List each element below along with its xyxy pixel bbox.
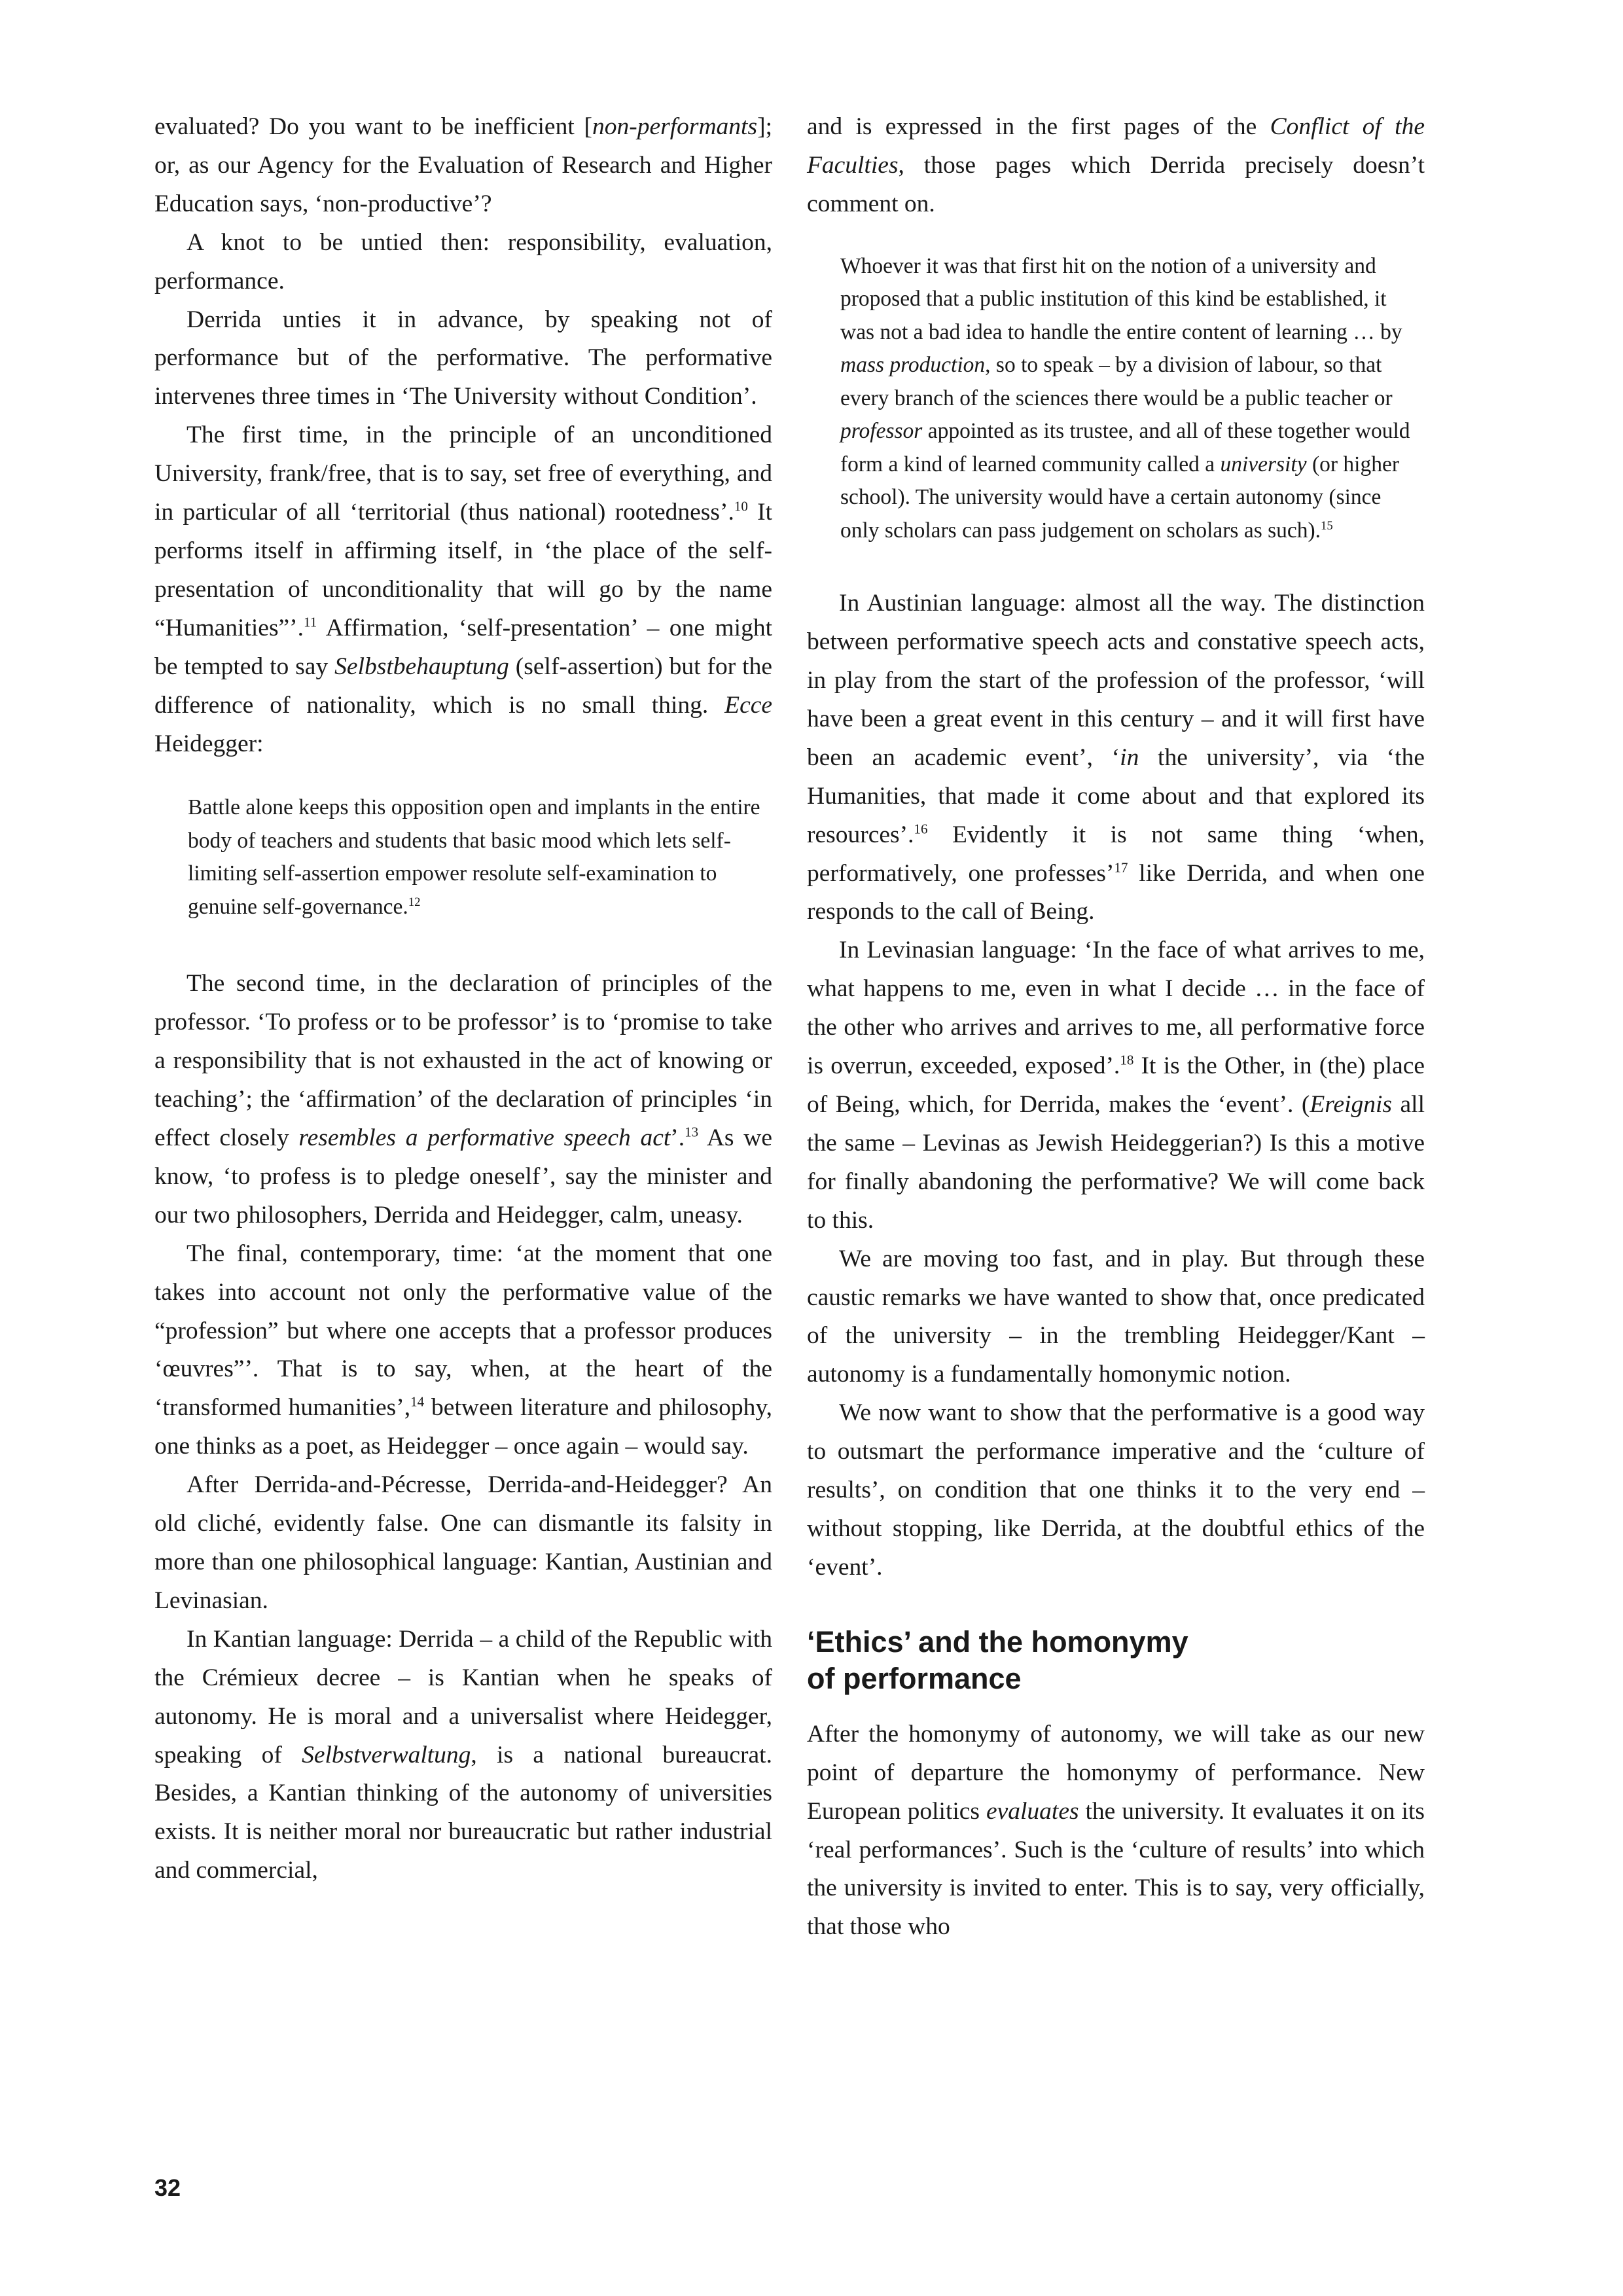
block-quote: Whoever it was that first hit on the notion of a university and proposed that a public institution of this kind be established, it was not a bad idea to handle the entire content of learning … by mass production, so to speak – by a division of labour, so that every branch of the sciences there would be a public teacher or professor appointed as its trustee, and all of these together would form a kind of learned community called a university (or higher school). The university would have a certain autonomy (since only scholars can pass judgement on scholars as such).$^{15}$ — [840, 253, 1410, 543]
left-column — [154, 108, 772, 1890]
right-column — [807, 108, 1425, 1946]
footnote-ref: 16 — [914, 821, 928, 837]
paragraph: A knot to be untied then: responsibility, evaluation, performance. — [154, 228, 772, 295]
paragraph: We now want to show that the performative is a good way to outsmart the performance imperative and the ‘culture of results’, on condition that one thinks it to the very end – without stopping, like Derrida, at the doubtful ethics of the ‘event’. — [807, 1399, 1425, 1581]
footnote-ref: 14 — [410, 1393, 425, 1410]
paragraph: In Levinasian language: ‘In the face of what arrives to me, what happens to me, even in what I decide … in the face of the other who arrives and arrives to me, all performative force is overrun, exceeded, exposed’.$^{18}$ It is the Other, in (the) place of Being, which, for Derrida, makes the ‘event’. (Ereignis all the same – Levinas as Jewish Heideggerian?) Is this a motive for finally abandoning the performative? We will come back to this. — [807, 937, 1425, 1234]
paragraph: The first time, in the principle of an unconditioned University, frank/free, that is to say, set free of everything, and in particular of all ‘territorial (thus national) rootedness’.$^{10}$ It performs itself in affirming itself, in ‘the place of the self-presentation of unconditionality that will go by the name “Humanities”’.$^{11}$ Affirmation, ‘self-presentation’ – one might be tempted to say Selbstbehauptung (self-assertion) but for the difference of nationality, which is no small thing. Ecce Heidegger: — [154, 422, 772, 757]
paragraph: After the homonymy of autonomy, we will take as our new point of departure the homonymy of performance. New European politics evaluates the university. It evaluates it on its ‘real performances’. Such is the ‘culture of results’ into which the university is invited to enter. This is to say, very officially, that those who — [807, 1720, 1425, 1941]
footnote-ref: 18 — [1120, 1052, 1134, 1068]
footnote-ref: 12 — [408, 895, 421, 909]
paragraph: Derrida unties it in advance, by speaking not of performance but of the performative. The performative intervenes three times in ‘The University without Condition’. — [154, 306, 772, 410]
footnote-ref: 13 — [685, 1124, 699, 1140]
section-heading: ‘Ethics’ and the homonymy of performance — [807, 1624, 1188, 1695]
paragraph: The final, contemporary, time: ‘at the moment that one takes into account not only the performative value of the “profession” but where one accepts that a professor produces ‘œuvres”’. That is to say, when, at the heart of the ‘transformed humanities’,$^{14}$ between literature and philosophy, one thinks as a poet, as Heidegger – once again – would say. — [154, 1240, 773, 1460]
paragraph: The second time, in the declaration of principles of the professor. ‘To profess or to be professor’ is to ‘promise to take a responsibility that is not exhausted in the act of knowing or teaching’; the ‘affirmation’ of the declaration of principles ‘in effect closely resembles a performative speech act’.$^{13}$ As we know, ‘to profess is to pledge oneself’, say the minister and our two philosophers, Derrida and Heidegger, calm, uneasy. — [154, 970, 772, 1229]
footnote-ref: 10 — [734, 498, 748, 514]
page-number: 32 — [154, 2174, 181, 2201]
paragraph: After Derrida-and-Pécresse, Derrida-and-Heidegger? An old cliché, evidently false. One can dismantle its falsity in more than one philosophical language: Kantian, Austinian and Levinasian. — [154, 1471, 772, 1614]
footnote-ref: 15 — [1321, 518, 1333, 533]
paragraph: We are moving too fast, and in play. But through these caustic remarks we have wanted to show that, once predicated of the university – in the trembling Heidegger/Kant – autonomy is a fundamentally homonymic notion. — [807, 1245, 1425, 1388]
block-quote: Battle alone keeps this opposition open and implants in the entire body of teachers and students that basic mood which lets self-limiting self-assertion empower resolute self-examination to genuine self-governance.$^{12}$ — [188, 795, 760, 919]
paragraph: and is expressed in the first pages of the Conflict of the Faculties, those pages which Derrida precisely doesn’t comment on. — [807, 113, 1425, 217]
footnote-ref: 11 — [304, 614, 317, 630]
paragraph: In Austinian language: almost all the way. The distinction between performative speech acts and constative speech acts, in play from the start of the profession of the professor, ‘will have been a great event in this century – and it will first have been an academic event’, ‘in the university’, via ‘the Humanities, that made it come about and that explored its resources’.$^{16}$ Evidently it is not same thing ‘when, performatively, one professes’$^{17}$ like Derrida, and when one responds to the call of Being. — [807, 590, 1425, 925]
paragraph: evaluated? Do you want to be inefficient [non-performants]; or, as our Agency for the Evaluation of Research and Higher Education says, ‘non-productive’? — [154, 113, 772, 217]
footnote-ref: 17 — [1114, 859, 1128, 876]
paragraph: In Kantian language: Derrida – a child of the Republic with the Crémieux decree – is Kantian when he speaks of autonomy. He is moral and a universalist where Heidegger, speaking of Selbstverwaltung, is a national bureaucrat. Besides, a Kantian thinking of the autonomy of universities exists. It is neither moral nor bureaucratic but rather industrial and commercial, — [154, 1625, 772, 1884]
